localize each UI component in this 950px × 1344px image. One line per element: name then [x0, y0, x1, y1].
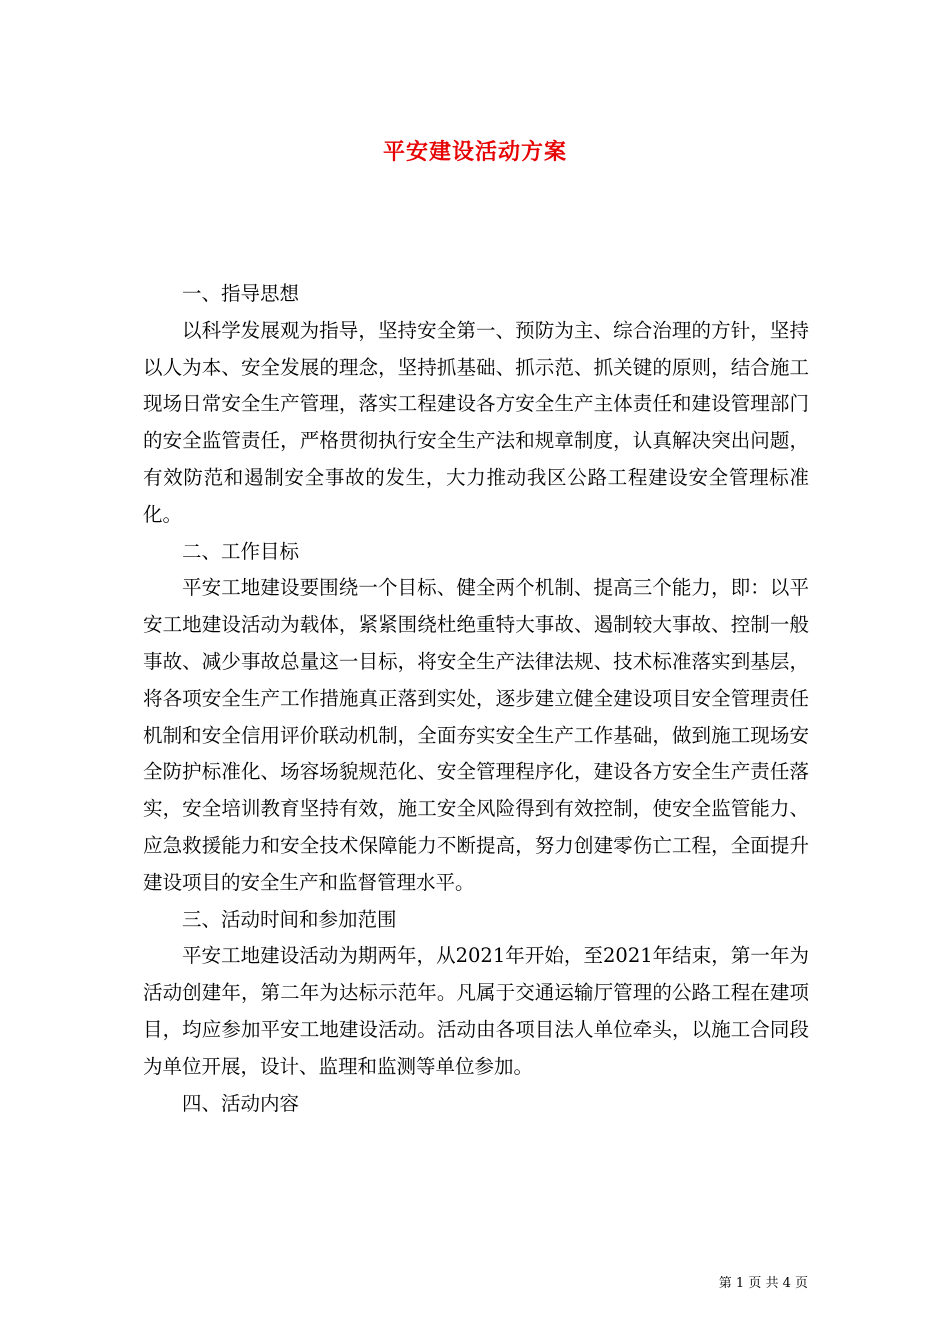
document-body [143, 276, 809, 1122]
section-heading-work-goals: 二、工作目标 [182, 539, 300, 563]
section-heading-guiding-ideology: 一、指导思想 [182, 282, 300, 305]
page-number: 第 1 页 共 4 页 [718, 1276, 808, 1291]
section-heading-activity-content: 四、活动内容 [182, 1091, 300, 1115]
paragraph-work-goals: 平安工地建设要围绕一个目标、健全两个机制、提高三个能力，即：以平安工地建设活动为载体，紧紧围绕杜绝重特大事故、遏制较大事故、控制一般事故、减少事故总量这一目标，将安全生产法律法规、技术标准落实到基层，将各项安全生产工作措施真正落到实处，逐步建立健全建设项目安全管理责任机制和安全信用评价联动机制，全面夯实安全生产工作基础，做到施工现场安全防护标准化、场容场貌规范化、安全管理程序化，建设各方安全生产责任落实，安全培训教育坚持有效，施工安全风险得到有效控制，使安全监管能力、应急救援能力和安全技术保障能力不断提高，努力创建零伤亡工程，全面提升建设项目的安全生产和监督管理水平。 [143, 576, 809, 894]
paragraph-guiding-ideology: 以科学发展观为指导，坚持安全第一、预防为主、综合治理的方针，坚持以人为本、安全发展的理念，坚持抓基础、抓示范、抓关键的原则，结合施工现场日常安全生产管理，落实工程建设各方安全生产主体责任和建设管理部门的安全监管责任，严格贯彻执行安全生产法和规章制度，认真解决突出问题，有效防范和遏制安全事故的发生，大力推动我区公路工程建设安全管理标准化。 [143, 318, 809, 526]
page-title: 平安建设活动方案 [382, 139, 567, 165]
paragraph-time-scope: 平安工地建设活动为期两年，从2021年开始，至2021年结束，第一年为活动创建年，第二年为达标示范年。凡属于交通运输厅管理的公路工程在建项目，均应参加平安工地建设活动。活动由各项目法人单位牵头，以施工合同段为单位开展，设计、监理和监测等单位参加。 [143, 944, 809, 1078]
section-heading-time-scope: 三、活动时间和参加范围 [182, 907, 397, 931]
